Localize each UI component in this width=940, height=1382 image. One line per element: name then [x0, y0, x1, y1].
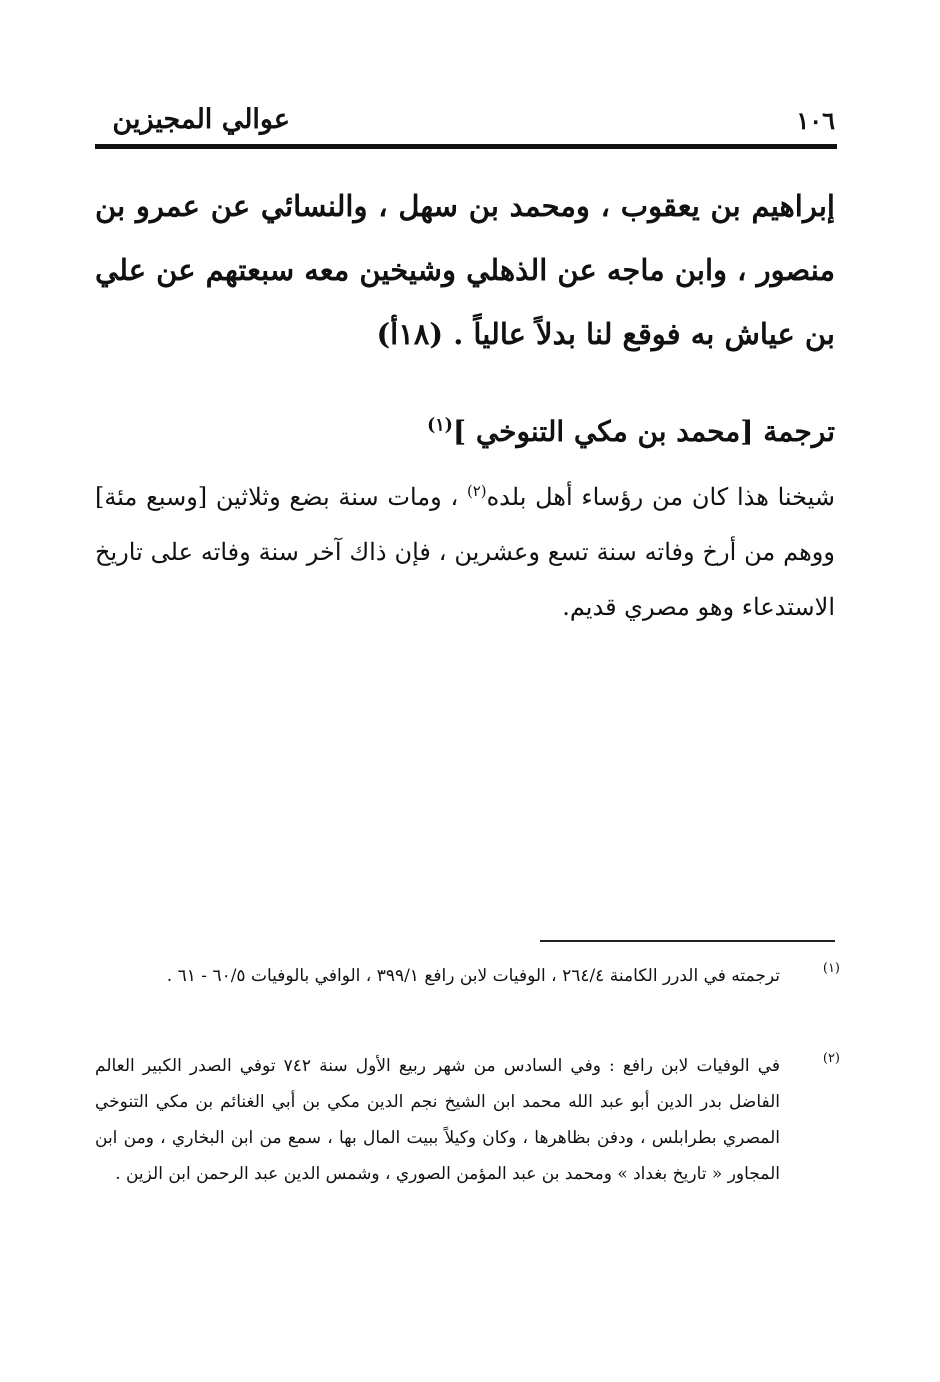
footnote-2 — [95, 1048, 840, 1192]
page-header — [95, 100, 835, 144]
heading-footnote-ref: (١) — [427, 415, 453, 436]
biography-paragraph — [95, 470, 835, 635]
footnote-1-marker: (١) — [822, 961, 840, 976]
footnote-separator — [540, 940, 835, 942]
biography-footnote-ref: (٢) — [466, 482, 487, 500]
footnote-2-marker: (٢) — [822, 1051, 840, 1066]
biography-text-part1: شيخنا هذا كان من رؤساء أهل بلده — [486, 483, 836, 511]
header-rule — [95, 144, 837, 149]
section-heading — [95, 410, 835, 454]
footnote-1 — [95, 958, 840, 994]
running-title: عوالي المجيزين — [112, 104, 290, 135]
section-heading-text: ترجمة [محمد بن مكي التنوخي ] — [452, 415, 835, 448]
footnote-2-text: في الوفيات لابن رافع : وفي السادس من شهر ربيع الأول سنة ٧٤٢ توفي الصدر الكبير العالم الفاضل بدر الدين أبو عبد الله محمد ابن الشيخ نجم الدين مكي بن أبي الغنائم بن مكي التنوخي المصري بطرابلس ، ودفن بظاهرها ، وكان وكيلاً ببيت المال بها ، سمع من ابن البخاري ، ومن ابن المجاور « تاريخ بغداد » ومحمد بن عبد المؤمن الصوري ، وشمس الدين عبد الرحمن ابن الزين . — [95, 1056, 780, 1184]
biography-text-part2: ، ومات سنة بضع وثلاثين [وسبع مئة] ووهم من أرخ وفاته سنة تسع وعشرين ، فإن ذاك آخر سنة وفاته على تاريخ الاستدعاء وهو مصري قديم. — [95, 483, 835, 621]
page-number: ١٠٦ — [796, 106, 835, 135]
opening-paragraph: إبراهيم بن يعقوب ، ومحمد بن سهل ، والنسائي عن عمرو بن منصور ، وابن ماجه عن الذهلي وشيخين معه سبعتهم عن علي بن عياش به فوقع لنا بدلاً عالياً . (١٨أ) — [95, 189, 835, 351]
footnote-1-text: ترجمته في الدرر الكامنة ٢٦٤/٤ ، الوفيات لابن رافع ٣٩٩/١ ، الوافي بالوفيات ٦٠/٥ - ٦١ . — [166, 966, 780, 986]
